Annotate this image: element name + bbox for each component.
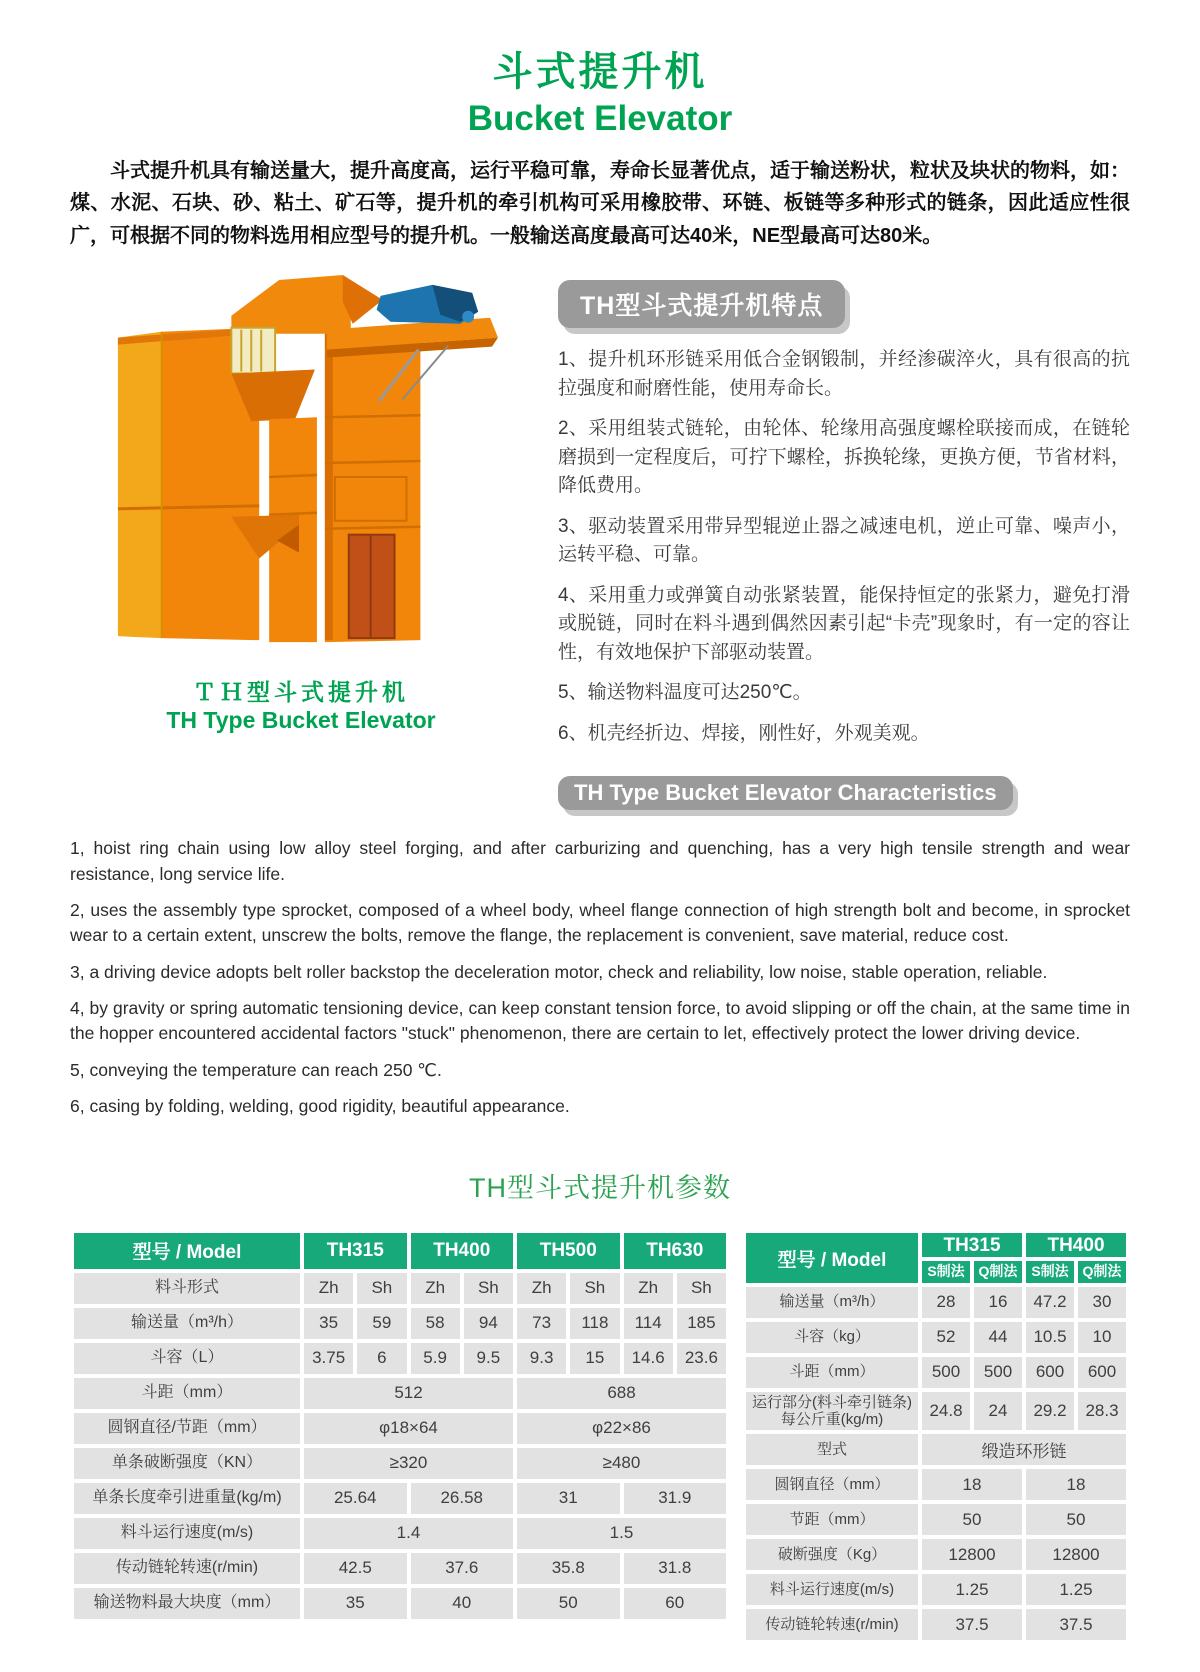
row-label-cell: 传动链轮转速(r/min) — [746, 1609, 918, 1640]
header-cell: Q制法 — [974, 1261, 1022, 1283]
value-cell: 24.8 — [922, 1392, 970, 1431]
value-cell: 37.6 — [411, 1553, 514, 1584]
list-item: 5、输送物料温度可达250℃。 — [558, 682, 812, 704]
table-row — [74, 1553, 726, 1584]
row-label-cell: 圆钢直径/节距（mm） — [74, 1413, 300, 1444]
value-cell: 37.5 — [922, 1609, 1022, 1640]
table-row — [746, 1357, 1126, 1388]
table-row — [746, 1609, 1126, 1640]
list-item: 2, uses the assembly type sprocket, composed of a wheel body, wheel flange connection of high strength bolt and become, in sprocket wear to a certain extent, unscrew the bolts, remove the flange, the replacement is convenient, save material, reduce cost. — [70, 899, 1130, 946]
header-cell: S制法 — [1026, 1261, 1074, 1283]
intro-paragraph: 斗式提升机具有输送量大，提升高度高，运行平稳可靠，寿命长显著优点，适于输送粉状，粒状及块状的物料，如：煤、水泥、石块、砂、粘土、矿石等，提升机的牵引机构可采用橡胶带、环链、板链等多种形式的链条，因此适应性很广，可根据不同的物料选用相应型号的提升机。一般输送高度最高可达40米，NE型最高可达80米。 — [70, 160, 1130, 247]
header-row — [74, 1233, 726, 1269]
value-cell: 50 — [1026, 1504, 1126, 1535]
params-table-right-wrap — [742, 1229, 1130, 1645]
table-row — [74, 1343, 726, 1374]
list-item: 4, by gravity or spring automatic tensioning device, can keep constant tension force, to avoid slipping or off the chain, at the same time in the hopper encountered accidental factors "stuck" phenomenon, there are certain to let, effectively protect the lower driving device. — [70, 998, 1130, 1044]
value-cell: 10 — [1078, 1322, 1126, 1353]
row-label-cell: 输送量（m³/h） — [746, 1287, 918, 1318]
value-cell: 15 — [570, 1343, 619, 1374]
value-cell: φ18×64 — [304, 1413, 513, 1444]
value-cell: 512 — [304, 1378, 513, 1409]
value-cell: 18 — [1026, 1469, 1126, 1500]
list-item: 6, casing by folding, welding, good rigidity, beautiful appearance. — [70, 1096, 570, 1117]
value-cell: Sh — [677, 1273, 726, 1304]
table-row — [74, 1413, 726, 1444]
params-table-left-wrap — [70, 1229, 730, 1623]
value-cell: 500 — [922, 1357, 970, 1388]
table-row — [746, 1434, 1126, 1465]
value-cell: 30 — [1078, 1287, 1126, 1318]
features-badge-en: TH Type Bucket Elevator Characteristics — [558, 776, 1013, 810]
table-row — [74, 1273, 726, 1304]
value-cell: Zh — [517, 1273, 566, 1304]
value-cell: ≥320 — [304, 1448, 513, 1479]
list-item: 3, a driving device adopts belt roller backstop the deceleration motor, check and reliability, low noise, stable operation, reliable. — [70, 961, 1048, 982]
value-cell: Sh — [464, 1273, 513, 1304]
value-cell: Sh — [357, 1273, 406, 1304]
value-cell: 114 — [624, 1308, 673, 1339]
value-cell: 18 — [922, 1469, 1022, 1500]
header-cell: TH315 — [922, 1233, 1022, 1257]
row-label-cell: 型式 — [746, 1434, 918, 1465]
table-row — [74, 1588, 726, 1619]
value-cell: 35.8 — [517, 1553, 620, 1584]
figure-caption-cn: ＴＨ型斗式提升机 — [193, 679, 409, 706]
value-cell: 9.5 — [464, 1343, 513, 1374]
features-list-cn — [558, 346, 1130, 748]
value-cell: 600 — [1078, 1357, 1126, 1388]
list-item: 4、采用重力或弹簧自动张紧装置，能保持恒定的张紧力，避免打滑或脱链，同时在料斗遇到偶然因素引起“卡壳”现象时，有一定的容让性，有效地保护下部驱动装置。 — [558, 584, 1130, 663]
features-list-en — [70, 836, 1130, 1119]
value-cell: 25.64 — [304, 1483, 407, 1514]
value-cell: 58 — [411, 1308, 460, 1339]
value-cell: 47.2 — [1026, 1287, 1074, 1318]
value-cell: 52 — [922, 1322, 970, 1353]
value-cell: 12800 — [1026, 1539, 1126, 1570]
value-cell: Sh — [570, 1273, 619, 1304]
header-row — [746, 1233, 1126, 1257]
list-item: 5, conveying the temperature can reach 250 ℃. — [70, 1059, 442, 1080]
value-cell: 12800 — [922, 1539, 1022, 1570]
table-row — [74, 1518, 726, 1549]
row-label-cell: 圆钢直径（mm） — [746, 1469, 918, 1500]
value-cell: Zh — [304, 1273, 353, 1304]
value-cell: ≥480 — [517, 1448, 726, 1479]
value-cell: 28 — [922, 1287, 970, 1318]
table-row — [74, 1308, 726, 1339]
row-label-cell: 料斗运行速度(m/s) — [74, 1518, 300, 1549]
table-row — [746, 1322, 1126, 1353]
value-cell: 14.6 — [624, 1343, 673, 1374]
figure-caption-en: TH Type Bucket Elevator — [166, 707, 436, 734]
value-cell: 50 — [517, 1588, 620, 1619]
value-cell: 28.3 — [1078, 1392, 1126, 1431]
value-cell: 23.6 — [677, 1343, 726, 1374]
elevator-right-column — [325, 330, 421, 642]
value-cell: 6 — [357, 1343, 406, 1374]
value-cell: 185 — [677, 1308, 726, 1339]
value-cell: 59 — [357, 1308, 406, 1339]
params-table-left — [70, 1229, 730, 1623]
table-row — [746, 1392, 1126, 1431]
table-row — [746, 1504, 1126, 1535]
value-cell: 31.8 — [624, 1553, 727, 1584]
row-label-cell: 料斗形式 — [74, 1273, 300, 1304]
header-cell: TH315 — [304, 1233, 407, 1269]
row-label-cell: 斗容（kg） — [746, 1322, 918, 1353]
value-cell: 1.4 — [304, 1518, 513, 1549]
table-row — [746, 1539, 1126, 1570]
value-cell: 31 — [517, 1483, 620, 1514]
header-cell: S制法 — [922, 1261, 970, 1283]
main-columns — [70, 272, 1130, 810]
row-label-cell: 输送物料最大块度（mm） — [74, 1588, 300, 1619]
value-cell: 26.58 — [411, 1483, 514, 1514]
row-label-cell: 单条破断强度（KN） — [74, 1448, 300, 1479]
value-cell: 1.25 — [922, 1574, 1022, 1605]
value-cell: 118 — [570, 1308, 619, 1339]
header-cell: Q制法 — [1078, 1261, 1126, 1283]
header-cell: TH630 — [624, 1233, 727, 1269]
value-cell: 600 — [1026, 1357, 1074, 1388]
value-cell: 44 — [974, 1322, 1022, 1353]
row-label-cell: 运行部分(料斗牵引链条)每公斤重(kg/m) — [746, 1392, 918, 1431]
value-cell: 10.5 — [1026, 1322, 1074, 1353]
list-item: 3、驱动装置采用带异型辊逆止器之减速电机，逆止可靠、噪声小，运转平稳、可靠。 — [558, 515, 1130, 566]
table-row — [746, 1574, 1126, 1605]
value-cell: 1.5 — [517, 1518, 726, 1549]
value-cell: 5.9 — [411, 1343, 460, 1374]
features-badge-cn: TH型斗式提升机特点 — [558, 280, 845, 328]
features-panel — [558, 272, 1130, 810]
table-row — [746, 1287, 1126, 1318]
params-table-right — [742, 1229, 1130, 1645]
value-cell: 35 — [304, 1588, 407, 1619]
value-cell: 35 — [304, 1308, 353, 1339]
value-cell: 94 — [464, 1308, 513, 1339]
value-cell: 60 — [624, 1588, 727, 1619]
table-row — [74, 1483, 726, 1514]
value-cell: 42.5 — [304, 1553, 407, 1584]
params-heading: TH型斗式提升机参数 — [469, 1172, 731, 1203]
value-cell: Zh — [624, 1273, 673, 1304]
bucket-elevator-photo — [81, 272, 521, 670]
value-cell: 31.9 — [624, 1483, 727, 1514]
figure — [70, 272, 532, 810]
row-label-cell: 单条长度牵引进重量(kg/m) — [74, 1483, 300, 1514]
row-label-cell: 斗距（mm） — [746, 1357, 918, 1388]
list-item: 1, hoist ring chain using low alloy steel forging, and after carburizing and quenching, has a very high tensile strength and wear resistance, long service life. — [70, 838, 1130, 884]
row-label-cell: 节距（mm） — [746, 1504, 918, 1535]
header-cell: 型号 / Model — [74, 1233, 300, 1269]
params-tables — [70, 1229, 1130, 1645]
header-cell: TH400 — [411, 1233, 514, 1269]
row-label-cell: 料斗运行速度(m/s) — [746, 1574, 918, 1605]
header-cell: TH400 — [1026, 1233, 1126, 1257]
list-item: 6、机壳经折边、焊接，刚性好，外观美观。 — [558, 722, 930, 744]
table-row — [74, 1378, 726, 1409]
value-cell: Zh — [411, 1273, 460, 1304]
list-item: 2、采用组装式链轮，由轮体、轮缘用高强度螺栓联接而成，在链轮磨损到一定程度后，可拧下螺栓，拆换轮缘，更换方便，节省材料，降低费用。 — [558, 418, 1130, 497]
list-item: 1、提升机环形链采用低合金钢锻制，并经渗碳淬火，具有很高的抗拉强度和耐磨性能，使用寿命长。 — [558, 349, 1130, 399]
value-cell: 9.3 — [517, 1343, 566, 1374]
value-cell: 40 — [411, 1588, 514, 1619]
value-cell: 500 — [974, 1357, 1022, 1388]
value-cell: 73 — [517, 1308, 566, 1339]
value-cell: 688 — [517, 1378, 726, 1409]
row-label-cell: 输送量（m³/h） — [74, 1308, 300, 1339]
header-cell: 型号 / Model — [746, 1233, 918, 1283]
row-label-cell: 斗距（mm） — [74, 1378, 300, 1409]
page-title-en: Bucket Elevator — [467, 99, 733, 138]
row-label-cell: 破断强度（Kg） — [746, 1539, 918, 1570]
value-cell: 24 — [974, 1392, 1022, 1431]
value-cell: 16 — [974, 1287, 1022, 1318]
row-label-cell: 斗容（L） — [74, 1343, 300, 1374]
row-label-cell: 传动链轮转速(r/min) — [74, 1553, 300, 1584]
value-cell: φ22×86 — [517, 1413, 726, 1444]
value-cell: 1.25 — [1026, 1574, 1126, 1605]
header-cell: TH500 — [517, 1233, 620, 1269]
value-cell: 37.5 — [1026, 1609, 1126, 1640]
value-cell: 29.2 — [1026, 1392, 1074, 1431]
value-cell: 缎造环形链 — [922, 1434, 1126, 1465]
table-row — [74, 1448, 726, 1479]
value-cell: 50 — [922, 1504, 1022, 1535]
table-row — [746, 1469, 1126, 1500]
figure-caption — [70, 674, 532, 734]
value-cell: 3.75 — [304, 1343, 353, 1374]
page-title-cn: 斗式提升机 — [492, 50, 708, 94]
